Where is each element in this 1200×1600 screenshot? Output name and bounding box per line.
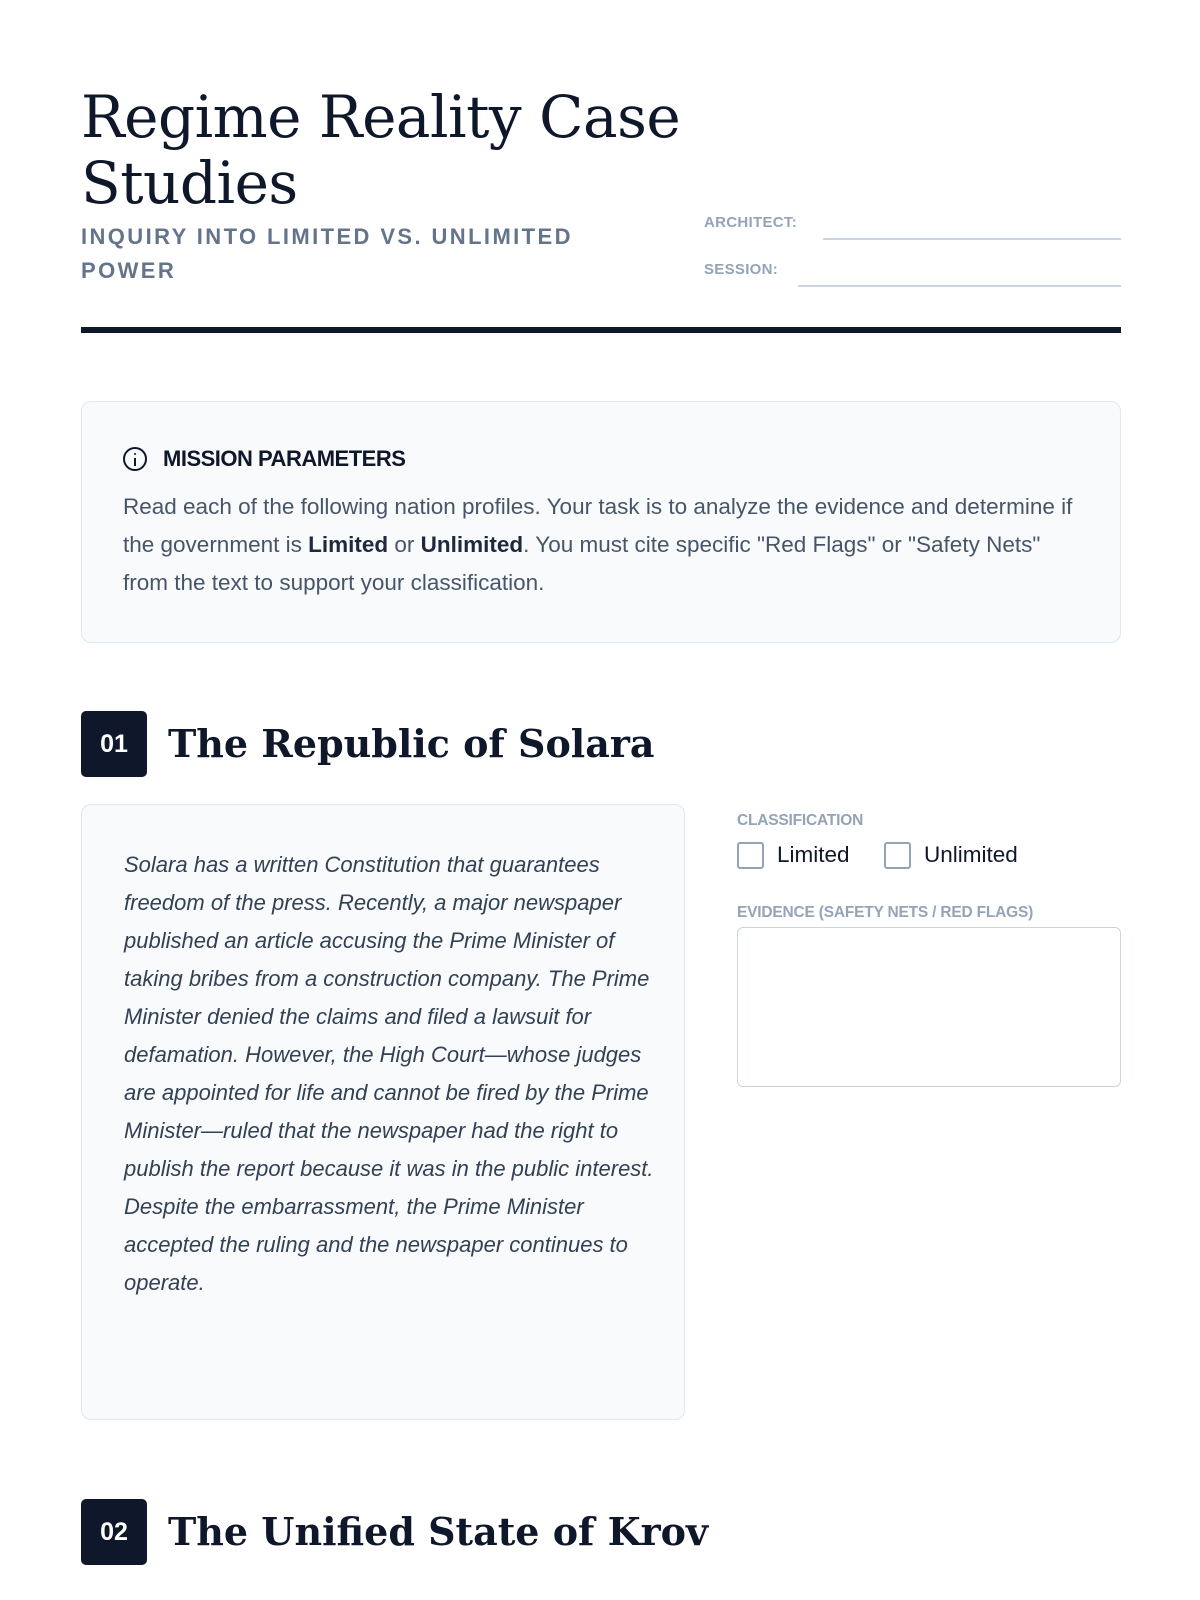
mission-text-part: . You must cite specific "Red Flags" or "Safety Nets" from the text to support your classification. xyxy=(123,532,1041,595)
architect-input-line[interactable] xyxy=(823,238,1121,240)
architect-label: ARCHITECT: xyxy=(704,214,797,231)
mission-bold-unlimited: Unlimited xyxy=(420,532,524,557)
classification-label: CLASSIFICATION xyxy=(737,812,864,829)
info-icon xyxy=(123,447,147,471)
limited-checkbox[interactable] xyxy=(737,842,764,869)
page-subtitle: INQUIRY INTO LIMITED VS. UNLIMITED POWER xyxy=(81,224,573,283)
page-title: Regime Reality Case Studies xyxy=(81,83,681,217)
case-title: The Unified State of Krov xyxy=(168,1509,709,1554)
mission-instructions xyxy=(123,488,1083,602)
case-number-badge: 02 xyxy=(81,1499,147,1565)
case-story-box xyxy=(81,804,685,1420)
evidence-label: EVIDENCE (SAFETY NETS / RED FLAGS) xyxy=(737,904,1034,921)
mission-header xyxy=(123,444,405,474)
mission-bold-limited: Limited xyxy=(308,532,389,557)
evidence-textarea[interactable] xyxy=(737,927,1121,1087)
unlimited-checkbox[interactable] xyxy=(884,842,911,869)
worksheet-header xyxy=(81,84,1121,334)
session-input-line[interactable] xyxy=(798,285,1121,287)
mission-title: MISSION PARAMETERS xyxy=(163,446,406,471)
header-divider xyxy=(81,327,1121,333)
limited-label: Limited xyxy=(777,842,850,867)
case-number-badge: 01 xyxy=(81,711,147,777)
unlimited-label: Unlimited xyxy=(924,842,1018,867)
mission-text-part: or xyxy=(388,532,421,557)
option-unlimited[interactable] xyxy=(884,840,1018,870)
worksheet-page xyxy=(81,0,1121,1600)
architect-field xyxy=(704,210,1121,240)
mission-parameters-box xyxy=(81,401,1121,643)
session-field xyxy=(704,257,1121,287)
mission-text-part: Read each of the following nation profiles. Your task is to analyze the evidence and determine if the government is xyxy=(123,494,1073,557)
case-story-text: Solara has a written Constitution that guarantees freedom of the press. Recently, a major newspaper published an article accusing the Prime Minister of taking bribes from a construction company. The Prime Minister denied the claims and filed a lawsuit for defamation. However, the High Court—whose judges are appointed for life and cannot be fired by the Prime Minister—ruled that the newspaper had the right to publish the report because it was in the public interest. Despite the embarrassment, the Prime Minister accepted the ruling and the newspaper continues to operate. xyxy=(124,852,654,1295)
session-label: SESSION: xyxy=(704,261,779,278)
option-limited[interactable] xyxy=(737,840,850,870)
case-title: The Republic of Solara xyxy=(168,721,655,766)
